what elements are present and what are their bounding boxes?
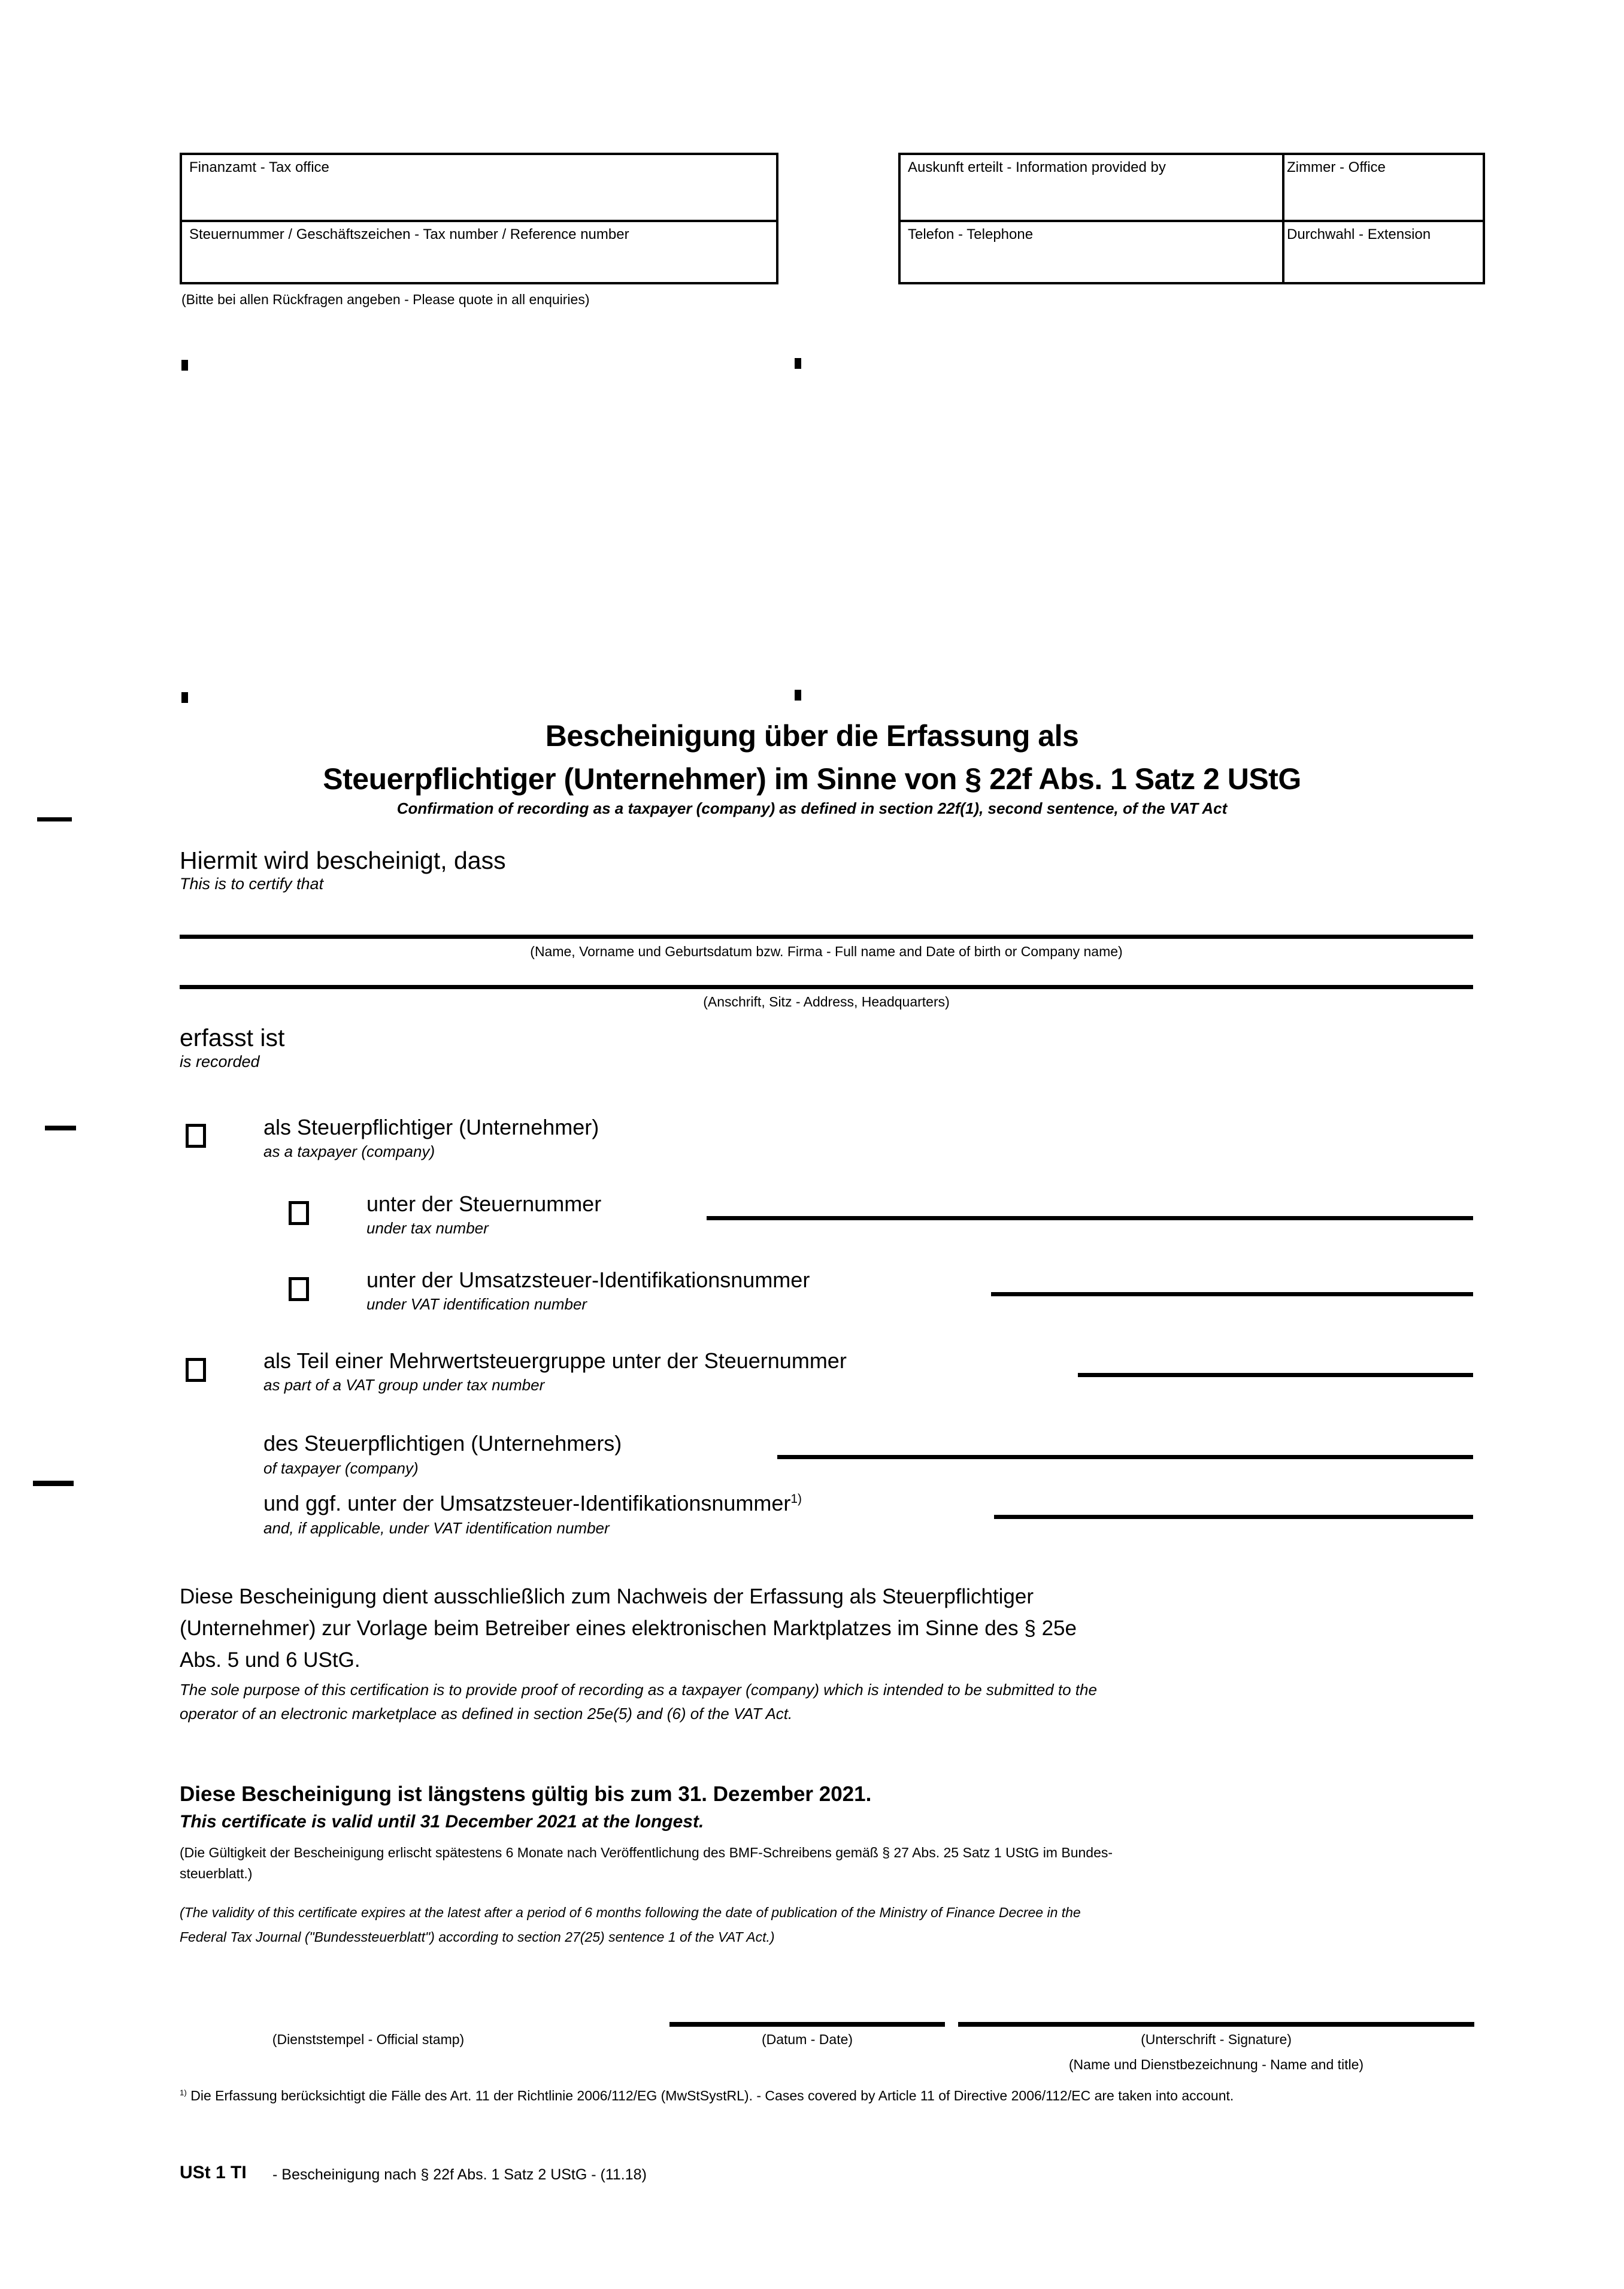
option-vat-id-label-en: under VAT identification number (366, 1295, 587, 1313)
checkbox-under-vat-id[interactable] (289, 1277, 309, 1301)
footnote-marker-inline: 1) (790, 1492, 802, 1506)
option-optional-vat-id-label-en: and, if applicable, under VAT identification number (263, 1519, 610, 1537)
purpose-paragraph-de-line2: (Unternehmer) zur Vorlage beim Betreiber eines elektronischen Marktplatzes im Sinne des § 25e (180, 1617, 1077, 1640)
address-caption: (Anschrift, Sitz - Address, Headquarters) (703, 994, 950, 1009)
tax-number-row[interactable] (182, 220, 776, 284)
official-stamp-caption: (Dienststempel - Official stamp) (272, 2032, 465, 2047)
quote-note: (Bitte bei allen Rückfragen angeben - Please quote in all enquiries) (181, 292, 590, 307)
purpose-paragraph-en-line2: operator of an electronic marketplace as defined in section 25e(5) and (6) of the VAT Act. (180, 1705, 793, 1723)
signature-signature-line[interactable] (958, 2022, 1474, 2027)
checkbox-as-taxpayer[interactable] (186, 1124, 206, 1148)
registration-mark-top-left (181, 360, 188, 371)
fold-mark-left-1 (37, 817, 72, 821)
information-provided-row[interactable] (901, 155, 1483, 220)
telephone-label: Telefon - Telephone (908, 226, 1034, 242)
name-fill-line[interactable] (180, 935, 1473, 939)
validity-note-de-line1: (Die Gültigkeit der Bescheinigung erlischt spätestens 6 Monate nach Veröffentlichung des BMF-Schreibens gemäß § 27 Abs. 25 Satz 1 UStG im Bundes- (180, 1845, 1113, 1860)
address-fill-line[interactable] (180, 985, 1473, 989)
registration-mark-mid-right (795, 690, 801, 701)
tax-number-fill-line[interactable] (707, 1216, 1473, 1220)
validity-note-en-line1: (The validity of this certificate expires at the latest after a period of 6 months following the date of publication of the Ministry of Finance Decree in the (180, 1905, 1081, 1920)
checkbox-vat-group[interactable] (186, 1358, 206, 1382)
option-as-taxpayer-label-en: as a taxpayer (company) (263, 1142, 435, 1160)
tax-number-label: Steuernummer / Geschäftszeichen - Tax number / Reference number (189, 226, 629, 242)
option-vat-id-label-de: unter der Umsatzsteuer-Identifikationsnummer (366, 1268, 810, 1292)
name-title-caption: (Name und Dienstbezeichnung - Name and title) (1068, 2057, 1364, 2072)
tax-office-label: Finanzamt - Tax office (189, 159, 329, 175)
form-description: - Bescheinigung nach § 22f Abs. 1 Satz 2 UStG - (11.18) (272, 2166, 647, 2183)
contact-box-divider (1282, 155, 1284, 282)
title-line-1-de: Bescheinigung über die Erfassung als (545, 719, 1079, 753)
of-taxpayer-fill-line[interactable] (777, 1455, 1473, 1459)
validity-note-en-line2: Federal Tax Journal ("Bundessteuerblatt") according to section 27(25) sentence 1 of the VAT Act.) (180, 1929, 775, 1945)
information-provided-label: Auskunft erteilt - Information provided by (908, 159, 1166, 175)
registration-mark-top-right (795, 358, 801, 369)
telephone-row[interactable] (901, 220, 1483, 284)
footnote (180, 2088, 1234, 2104)
vat-group-tax-number-fill-line[interactable] (1078, 1373, 1473, 1377)
fold-mark-left-2 (45, 1126, 76, 1130)
office-label: Zimmer - Office (1287, 159, 1386, 175)
option-vat-group-label-de: als Teil einer Mehrwertsteuergruppe unter der Steuernummer (263, 1348, 847, 1373)
option-tax-number-label-en: under tax number (366, 1219, 489, 1237)
checkbox-under-tax-number[interactable] (289, 1201, 309, 1225)
option-vat-group-label-en: as part of a VAT group under tax number (263, 1376, 545, 1394)
purpose-paragraph-en-line1: The sole purpose of this certification is to provide proof of recording as a taxpayer (company) which is intended to be submitted to the (180, 1681, 1097, 1699)
footnote-text: Die Erfassung berücksichtigt die Fälle des Art. 11 der Richtlinie 2006/112/EG (MwStSystRL). - Cases covered by Article 11 of Directive 2006/112/EC are taken into account. (190, 2088, 1234, 2103)
option-optional-vat-id-label-de (263, 1491, 802, 1516)
option-tax-number-label-de: unter der Steuernummer (366, 1192, 602, 1216)
form-code: USt 1 TI (180, 2163, 247, 2182)
footnote-marker: 1) (180, 2088, 187, 2097)
option-optional-vat-id-text: und ggf. unter der Umsatzsteuer-Identifikationsnummer (263, 1491, 791, 1515)
certify-label-de: Hiermit wird bescheinigt, dass (180, 847, 506, 874)
option-of-taxpayer-label-de: des Steuerpflichtigen (Unternehmers) (263, 1431, 622, 1456)
optional-vat-id-fill-line[interactable] (994, 1515, 1473, 1519)
title-line-2-de: Steuerpflichtiger (Unternehmer) im Sinne von § 22f Abs. 1 Satz 2 UStG (323, 762, 1301, 796)
validity-note-de-line2: steuerblatt.) (180, 1866, 253, 1881)
validity-headline-en: This certificate is valid until 31 December 2021 at the longest. (180, 1812, 704, 1832)
date-caption: (Datum - Date) (761, 2032, 853, 2047)
option-as-taxpayer-label-de: als Steuerpflichtiger (Unternehmer) (263, 1115, 599, 1139)
date-signature-line[interactable] (669, 2022, 945, 2027)
recorded-label-de: erfasst ist (180, 1024, 285, 1051)
title-line-en: Confirmation of recording as a taxpayer (company) as defined in section 22f(1), second sentence, of the VAT Act (396, 799, 1228, 817)
option-of-taxpayer-label-en: of taxpayer (company) (263, 1459, 419, 1477)
fold-mark-left-3 (33, 1481, 74, 1486)
certify-label-en: This is to certify that (180, 875, 324, 893)
name-caption: (Name, Vorname und Geburtsdatum bzw. Firma - Full name and Date of birth or Company name) (530, 944, 1123, 959)
validity-headline-de: Diese Bescheinigung ist längstens gültig bis zum 31. Dezember 2021. (180, 1782, 872, 1806)
tax-office-row[interactable] (182, 155, 776, 220)
tax-office-box (180, 153, 778, 284)
purpose-paragraph-de-line3: Abs. 5 und 6 UStG. (180, 1648, 360, 1672)
registration-mark-mid-left (181, 692, 188, 703)
contact-box (898, 153, 1485, 284)
purpose-paragraph-de-line1: Diese Bescheinigung dient ausschließlich zum Nachweis der Erfassung als Steuerpflichtiger (180, 1585, 1034, 1608)
vat-id-fill-line[interactable] (991, 1292, 1473, 1296)
signature-caption: (Unterschrift - Signature) (1141, 2032, 1292, 2047)
extension-label: Durchwahl - Extension (1287, 226, 1431, 242)
recorded-label-en: is recorded (180, 1053, 260, 1071)
